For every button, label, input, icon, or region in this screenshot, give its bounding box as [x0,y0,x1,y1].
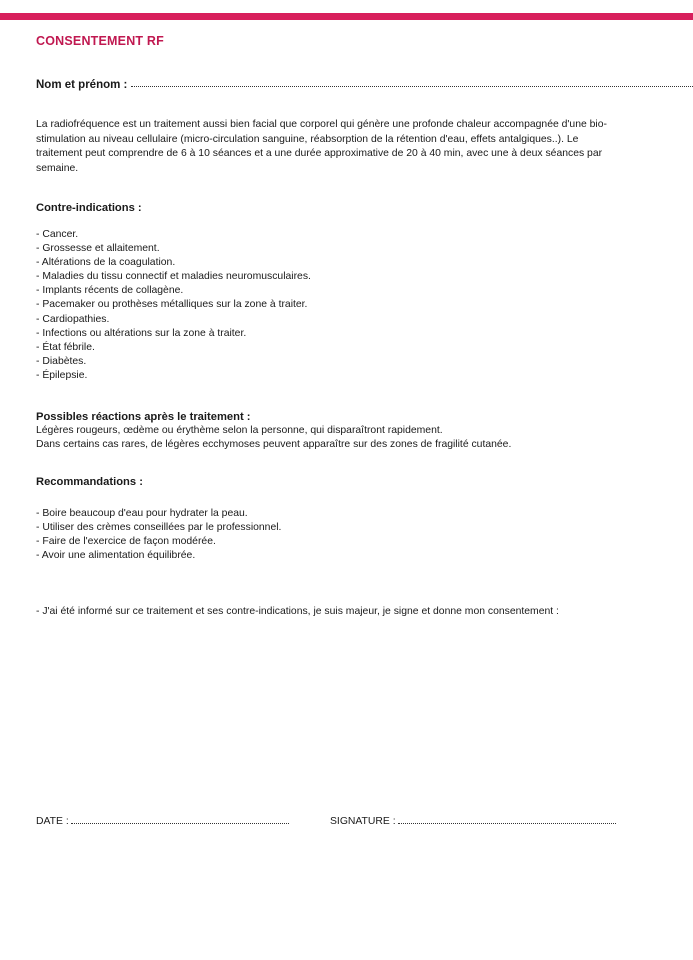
list-item: - Maladies du tissu connectif et maladies neuromusculaires. [36,271,311,283]
contraindications-list [36,228,311,383]
name-field-row [36,78,693,91]
top-accent-bar [0,13,693,20]
list-item: - Diabètes. [36,355,87,367]
recommendations-heading: Recommandations : [36,476,143,488]
recommendations-list [36,507,281,563]
list-item: - Implants récents de collagène. [36,285,184,297]
list-item: - Cardiopathies. [36,313,110,325]
list-item: - Faire de l'exercice de façon modérée. [36,536,216,548]
reactions-section [36,410,656,452]
intro-paragraph: La radiofréquence est un traitement aussi bien facial que corporel qui génère une profonde chaleur accompagnée d'une bio-stimulation au niveau cellulaire (micro-circulation sanguine, réabsorption de la rétention d'eau, effets antalgiques..). Le traitement peut comprendre de 6 à 10 séances et a une durée approximative de 20 à 40 min, avec une à deux séances par semaine. [36,119,607,174]
reactions-heading: Possibles réactions après le traitement : [36,411,251,423]
signature-label: SIGNATURE : [330,816,396,827]
document-title: CONSENTEMENT RF [36,34,164,48]
date-label: DATE : [36,816,69,827]
reactions-line-1: Légères rougeurs, œdème ou érythème selon la personne, qui disparaîtront rapidement. [36,425,443,436]
list-item: - Utiliser des crèmes conseillées par le professionnel. [36,522,282,534]
list-item: - Altérations de la coagulation. [36,257,176,269]
signature-field-row [330,814,616,827]
name-label: Nom et prénom : [36,79,128,91]
name-fill-line[interactable] [131,77,693,87]
date-fill-line[interactable] [71,814,289,824]
date-field-row [36,814,289,827]
list-item: - État fébrile. [36,341,95,353]
list-item: - Pacemaker ou prothèses métalliques sur la zone à traiter. [36,299,308,311]
reactions-line-2: Dans certains cas rares, de légères ecchymoses peuvent apparaître sur des zones de fragilité cutanée. [36,439,512,450]
list-item: - Épilepsie. [36,369,88,381]
list-item: - Cancer. [36,229,79,240]
consent-statement: - J'ai été informé sur ce traitement et ses contre-indications, je suis majeur, je signe et donne mon consentement : [36,606,559,617]
list-item: - Infections ou altérations sur la zone à traiter. [36,327,247,339]
signature-fill-line[interactable] [398,814,616,824]
list-item: - Avoir une alimentation équilibrée. [36,550,196,562]
contraindications-heading: Contre-indications : [36,202,142,214]
list-item: - Grossesse et allaitement. [36,243,160,255]
list-item: - Boire beaucoup d'eau pour hydrater la peau. [36,508,248,519]
